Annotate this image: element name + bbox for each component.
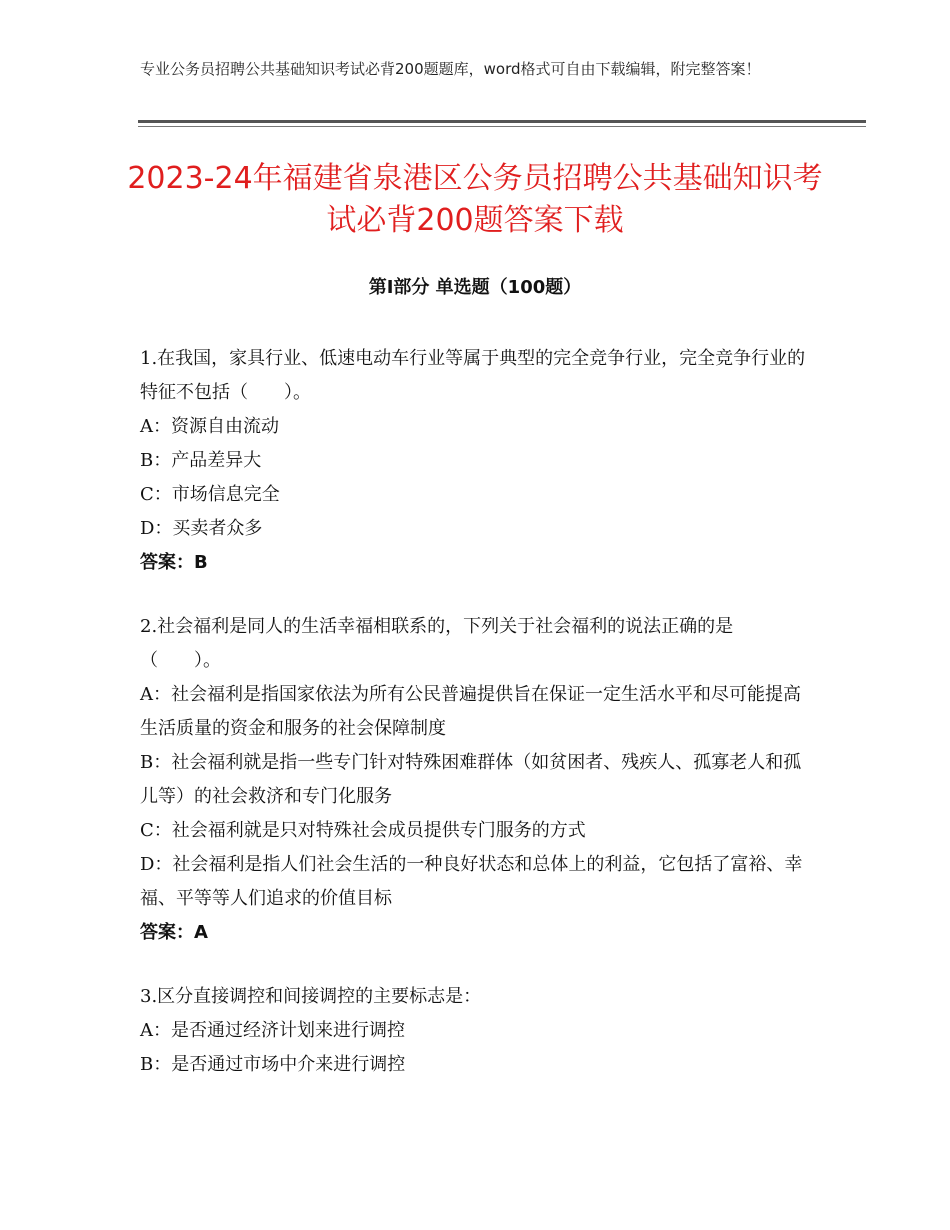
question-1 (140, 342, 810, 580)
option-b: B：产品差异大 (140, 450, 262, 471)
question-stem: 3.区分直接调控和间接调控的主要标志是： (140, 986, 482, 1007)
question-list (140, 342, 810, 1082)
option-c: C：市场信息完全 (140, 484, 280, 505)
option-d: D：买卖者众多 (140, 518, 263, 539)
option-a: A：是否通过经济计划来进行调控 (140, 1020, 405, 1041)
answer: 答案：A (140, 922, 208, 943)
option-d: D：社会福利是指人们社会生活的一种良好状态和总体上的利益，它包括了富裕、幸福、平等等人们追求的价值目标 (140, 854, 803, 909)
answer: 答案：B (140, 552, 208, 573)
question-3 (140, 980, 810, 1082)
header-rule-thin (138, 126, 866, 127)
option-a: A：资源自由流动 (140, 416, 279, 437)
question-stem: 1.在我国，家具行业、低速电动车行业等属于典型的完全竞争行业，完全竞争行业的特征不包括（ ）。 (140, 348, 806, 403)
question-2 (140, 610, 810, 950)
header-rule-thick (138, 120, 866, 123)
question-stem: 2.社会福利是同人的生活幸福相联系的，下列关于社会福利的说法正确的是（ ）。 (140, 616, 734, 671)
section-heading: 第I部分 单选题（100题） (368, 277, 582, 298)
option-b: B：是否通过市场中介来进行调控 (140, 1054, 406, 1075)
option-b: B：社会福利就是指一些专门针对特殊困难群体（如贫困者、残疾人、孤寡老人和孤儿等）的社会救济和专门化服务 (140, 752, 802, 807)
option-a: A：社会福利是指国家依法为所有公民普遍提供旨在保证一定生活水平和尽可能提高生活质量的资金和服务的社会保障制度 (140, 684, 801, 739)
document-title: 2023-24年福建省泉港区公务员招聘公共基础知识考试必背200题答案下载 (127, 161, 823, 238)
option-c: C：社会福利就是只对特殊社会成员提供专门服务的方式 (140, 820, 586, 841)
header-note: 专业公务员招聘公共基础知识考试必背200题题库，word格式可自由下载编辑，附完整答案！ (140, 60, 761, 78)
